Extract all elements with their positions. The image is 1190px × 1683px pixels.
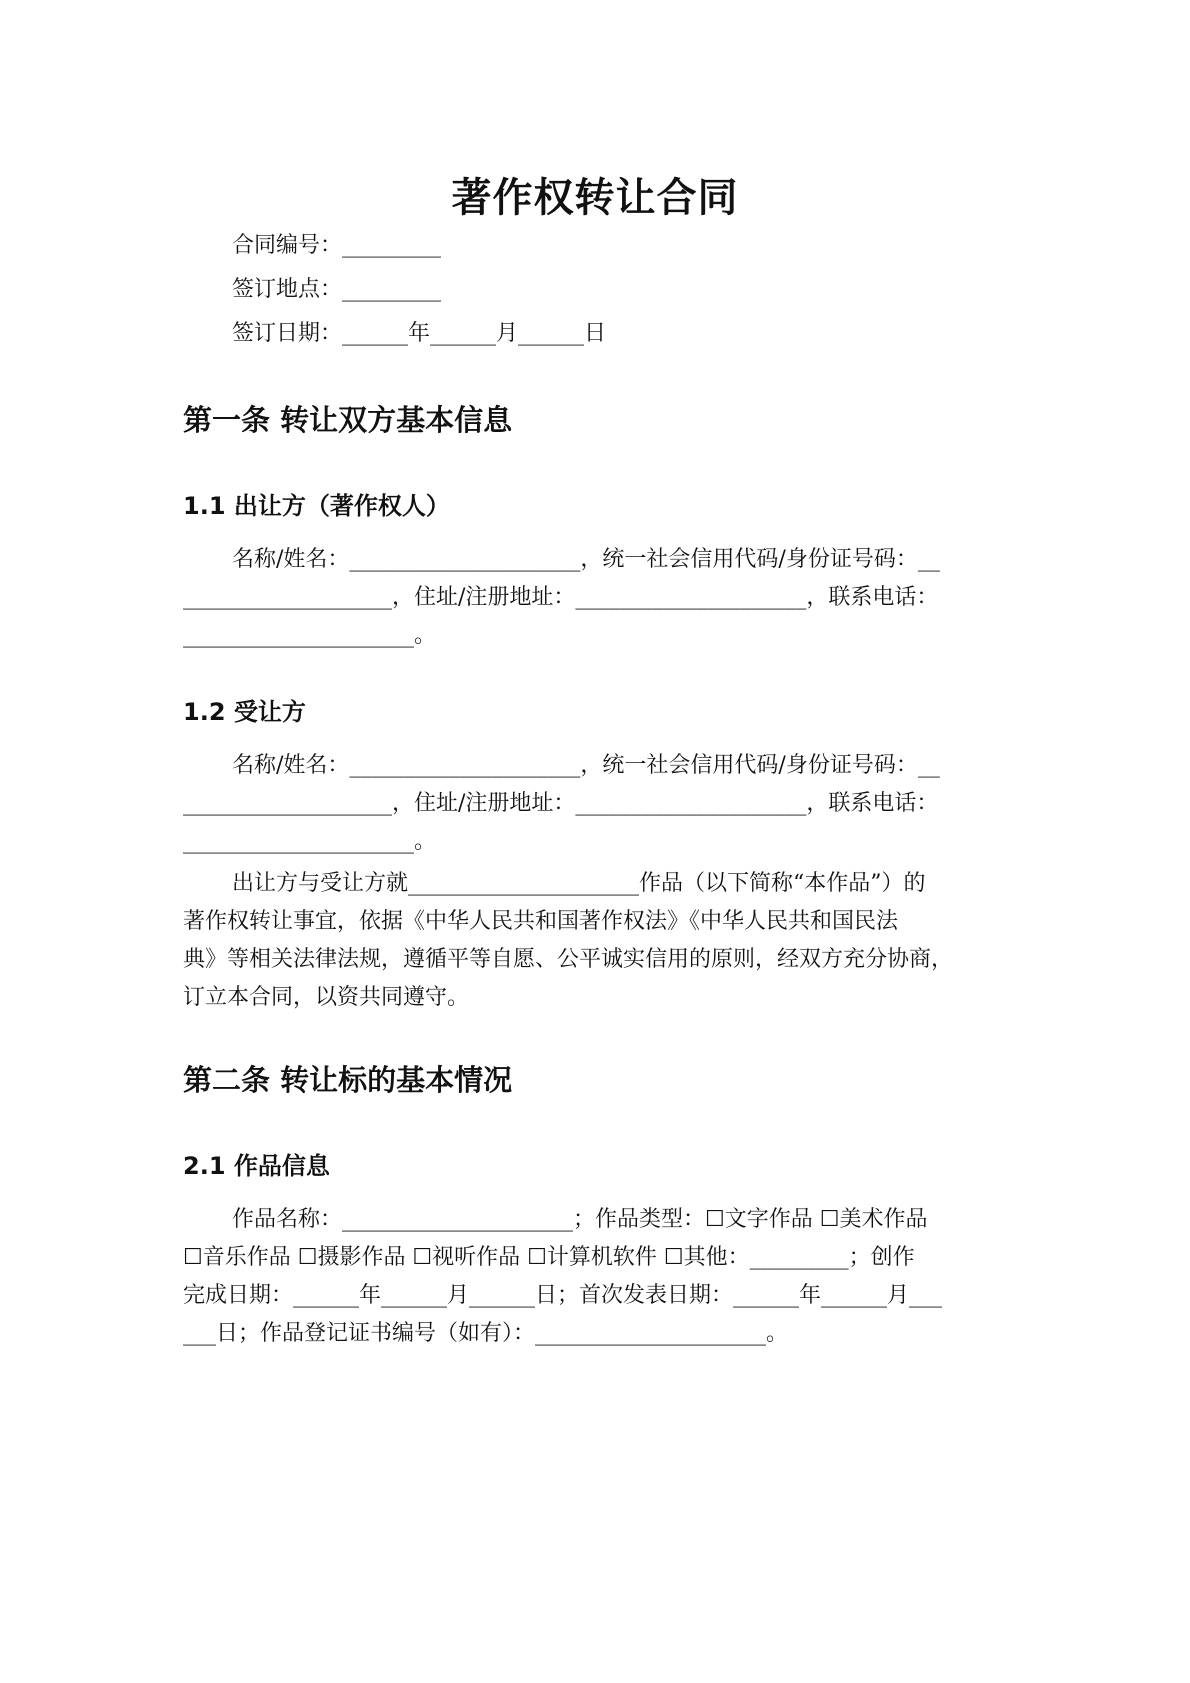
- work-info-line-3: 完成日期：______年______月______日；首次发表日期：______年______月___: [183, 1283, 943, 1308]
- contract-number-field: 合同编号：_________: [232, 233, 442, 258]
- preamble-line-3: 典》等相关法律法规，遵循平等自愿、公平诚实信用的原则，经双方充分协商，: [183, 947, 954, 972]
- section-1-2-heading: 1.2 受让方: [183, 698, 306, 726]
- transferee-line-1: 名称/姓名：_____________________，统一社会信用代码/身份证号码：__: [232, 753, 940, 778]
- article-2-heading: 第二条 转让标的基本情况: [183, 1063, 513, 1097]
- transferee-line-3: _____________________。: [183, 829, 437, 854]
- document-title: 著作权转让合同: [451, 175, 739, 221]
- work-info-line-1: 作品名称：_____________________；作品类型：☐文字作品 ☐美术作品: [232, 1207, 928, 1232]
- preamble-line-2: 著作权转让事宜，依据《中华人民共和国著作权法》《中华人民共和国民法: [183, 909, 899, 934]
- preamble-line-1: 出让方与受让方就_____________________作品（以下简称“本作品”）的: [232, 871, 926, 896]
- article-1-heading: 第一条 转让双方基本信息: [183, 403, 513, 437]
- preamble-line-4: 订立本合同，以资共同遵守。: [183, 985, 470, 1010]
- transferor-line-2: ___________________，住址/注册地址：_____________________，联系电话：: [183, 585, 939, 610]
- work-info-line-2: ☐音乐作品 ☐摄影作品 ☐视听作品 ☐计算机软件 ☐其他：_________；创作: [183, 1245, 915, 1270]
- section-2-1-heading: 2.1 作品信息: [183, 1152, 330, 1180]
- transferee-line-2: ___________________，住址/注册地址：_____________________，联系电话：: [183, 791, 939, 816]
- transferor-line-1: 名称/姓名：_____________________，统一社会信用代码/身份证号码：__: [232, 547, 940, 572]
- work-info-line-4: ___日；作品登记证书编号（如有）：_____________________。: [183, 1321, 789, 1346]
- transferor-line-3: _____________________。: [183, 623, 437, 648]
- signing-date-field: 签订日期：______年______月______日: [232, 321, 607, 346]
- section-1-1-heading: 1.1 出让方（著作权人）: [183, 492, 450, 520]
- signing-place-field: 签订地点：_________: [232, 277, 442, 302]
